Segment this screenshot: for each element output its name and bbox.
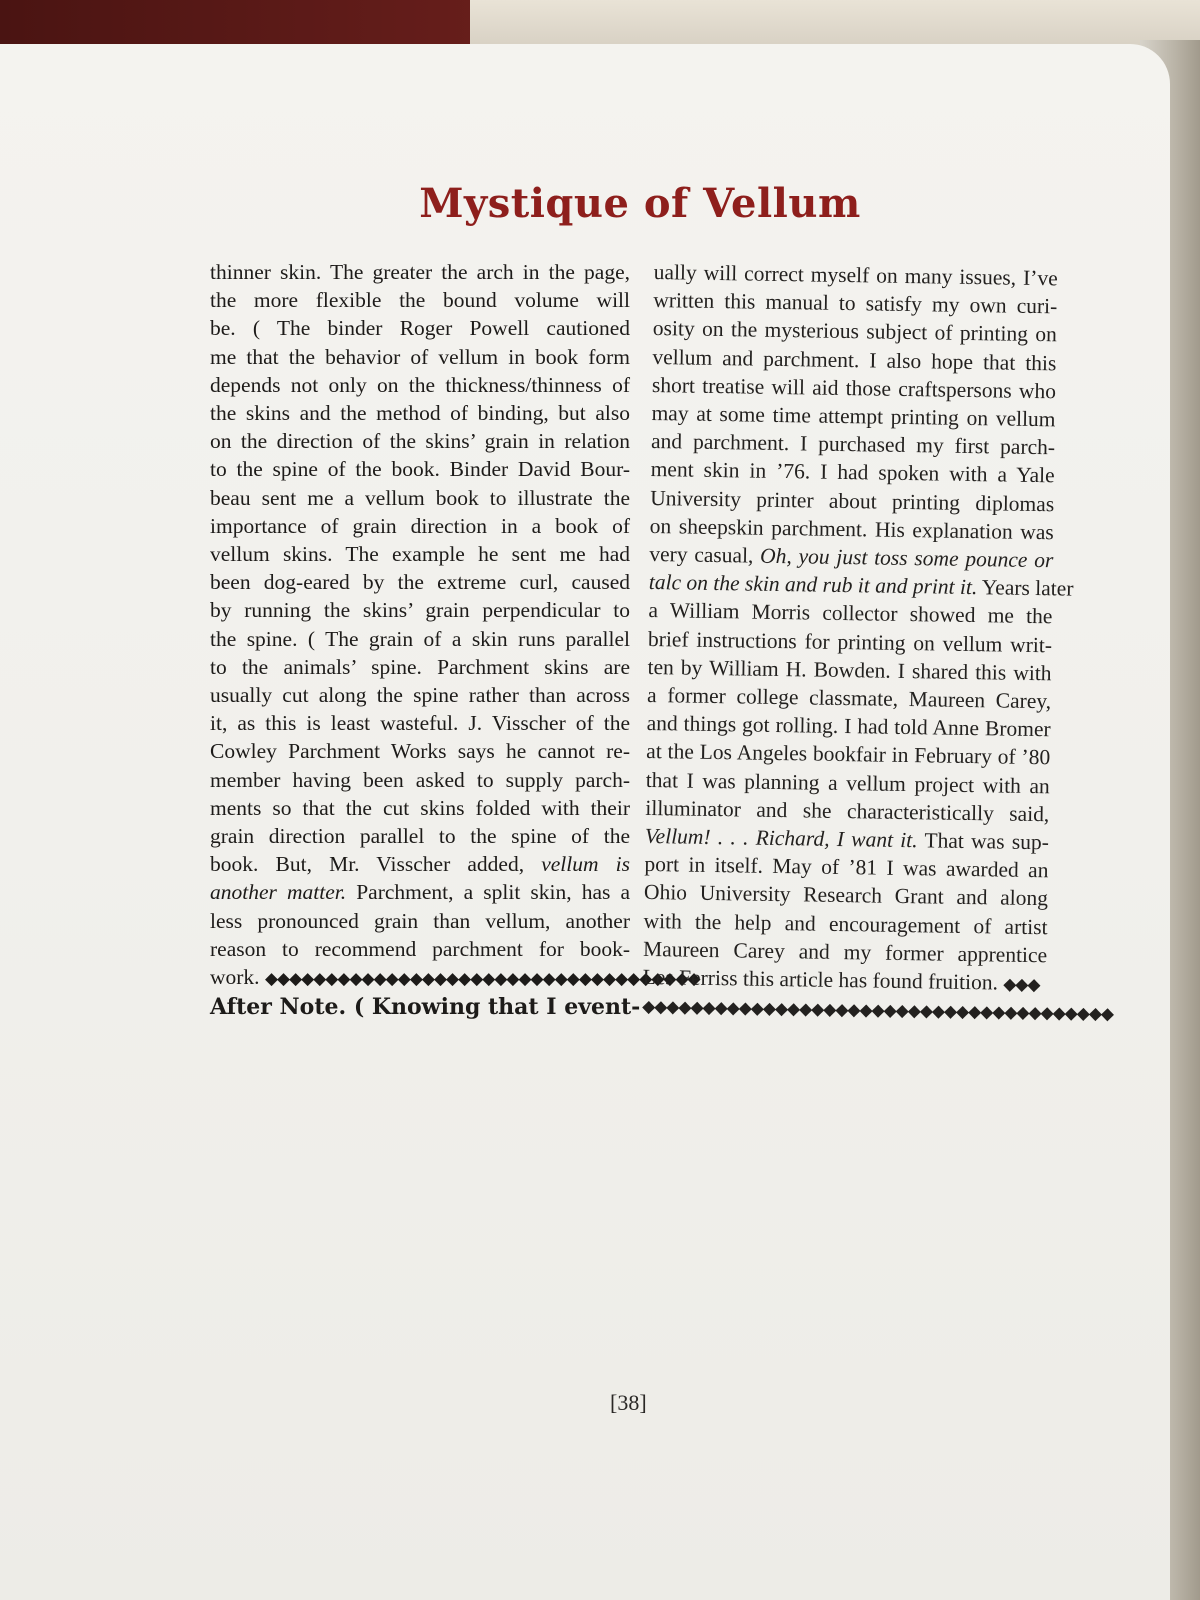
text-line: [210, 878, 630, 906]
page-number: [38]: [610, 1390, 647, 1415]
ornament-row: ◆◆◆◆◆◆◆◆◆◆◆◆◆◆◆◆◆◆◆◆◆◆◆◆◆◆◆◆◆◆◆◆◆◆◆◆: [264, 969, 700, 989]
text-line: a former college classmate, Maureen Carey,: [646, 682, 1052, 714]
ornament-row: ◆◆◆: [1003, 974, 1040, 995]
text-run: Parchment, a split skin, has a: [356, 880, 630, 905]
text-line: Ohio University Research Grant and along: [643, 880, 1049, 911]
text-line: less pronounced grain than vellum, another: [210, 908, 630, 933]
facing-page-edge: [470, 0, 1200, 46]
text-line: [210, 850, 630, 878]
text-line: vellum skins. The example he sent me had: [210, 542, 630, 567]
italic-run: talc on the skin and rub it and print it.: [648, 570, 978, 600]
text-line: that I was planning a vellum project with an: [645, 767, 1050, 798]
text-line: osity on the mysterious subject of printing on: [652, 316, 1058, 347]
text-line: on the direction of the skins’ grain in relation: [210, 429, 630, 454]
left-column: [210, 258, 700, 1021]
text-line: depends not only on the thickness/thinness of: [210, 372, 630, 397]
text-run: That was sup-: [924, 828, 1050, 855]
italic-run: vellum is: [541, 852, 631, 877]
ornament-row: ◆◆◆◆◆◆◆◆◆◆◆◆◆◆◆◆◆◆◆◆◆◆◆◆◆◆◆◆◆◆◆◆◆◆◆◆◆◆◆: [642, 997, 1114, 1024]
italic-run: another matter.: [210, 880, 347, 905]
text-line: written this manual to satisfy my own curi-: [653, 288, 1058, 319]
text-line: short treatise will aid those craftspersons who: [651, 372, 1057, 404]
text-line: at the Los Angeles bookfair in February of ’80: [646, 739, 1051, 770]
text-line: the more flexible the bound volume will: [210, 288, 630, 313]
text-line: brief instructions for printing on vellum writ-: [647, 626, 1053, 657]
text-line: with the help and encouragement of artist: [643, 908, 1048, 939]
text-run: Les Ferriss this article has found fruition.: [642, 964, 999, 995]
text-line: Cowley Parchment Works says he cannot re-: [210, 739, 630, 764]
text-line: may at some time attempt printing on vellum: [651, 400, 1056, 432]
text-line: port in itself. May of ’81 I was awarded an: [644, 852, 1049, 883]
text-line: and things got rolling. I had told Anne Bromer: [646, 711, 1051, 742]
right-column: [642, 258, 1114, 1028]
text-line: Maureen Carey and my former apprentice: [642, 936, 1048, 968]
text-line: a William Morris collector showed me the: [648, 598, 1053, 629]
text-line: be. ( The binder Roger Powell cautioned: [210, 316, 630, 341]
text-line: ten by William H. Bowden. I shared this with: [647, 654, 1052, 686]
italic-run: Vellum! . . . Richard, I want it.: [644, 823, 918, 853]
text-line: the spine. ( The grain of a skin runs parallel: [210, 626, 630, 651]
text-line: to the spine of the book. Binder David Bour-: [210, 457, 630, 482]
text-line: reason to recommend parchment for book-: [210, 936, 630, 961]
text-line: importance of grain direction in a book of: [210, 513, 630, 538]
text-line: usually cut along the spine rather than across: [210, 683, 630, 708]
text-line: been dog-eared by the extreme curl, caused: [210, 570, 630, 595]
text-line: member having been asked to supply parch-: [210, 767, 630, 792]
text-line: [210, 963, 700, 993]
text-line: beau sent me a vellum book to illustrate the: [210, 485, 630, 510]
text-line: it, as this is least wasteful. J. Visscher of the: [210, 711, 630, 736]
text-line: and parchment. I purchased my first parch-: [650, 429, 1056, 460]
text-run: Years later: [981, 575, 1074, 601]
page-title: Mystique of Vellum: [419, 180, 861, 227]
text-line: thinner skin. The greater the arch in the page,: [210, 260, 630, 284]
text-line: University printer about printing diplomas: [650, 485, 1055, 516]
text-line: vellum and parchment. I also hope that this: [652, 344, 1057, 375]
text-line: ment skin in ’76. I had spoken with a Yale: [650, 457, 1055, 488]
text-line: ually will correct myself on many issues, I’ve: [653, 259, 1058, 291]
text-line: ments so that the cut skins folded with their: [210, 795, 630, 820]
text-line: grain direction parallel to the spine of the: [210, 824, 630, 849]
text-run: work.: [210, 965, 260, 990]
text-line: to the animals’ spine. Parchment skins are: [210, 654, 630, 679]
after-note-heading: After Note. ( Knowing that I event-: [210, 994, 641, 1021]
text-run: very casual,: [649, 541, 754, 568]
text-line: me that the behavior of vellum in book form: [210, 344, 630, 369]
italic-run: Oh, you just toss some pounce or: [759, 543, 1054, 573]
text-line: illuminator and she characteristically said,: [645, 795, 1050, 827]
text-line: by running the skins’ grain perpendicular to: [210, 598, 630, 623]
text-line: the skins and the method of binding, but also: [210, 401, 630, 426]
text-line: on sheepskin parchment. His explanation was: [649, 513, 1054, 545]
text-run: book. But, Mr. Visscher added,: [210, 852, 525, 877]
